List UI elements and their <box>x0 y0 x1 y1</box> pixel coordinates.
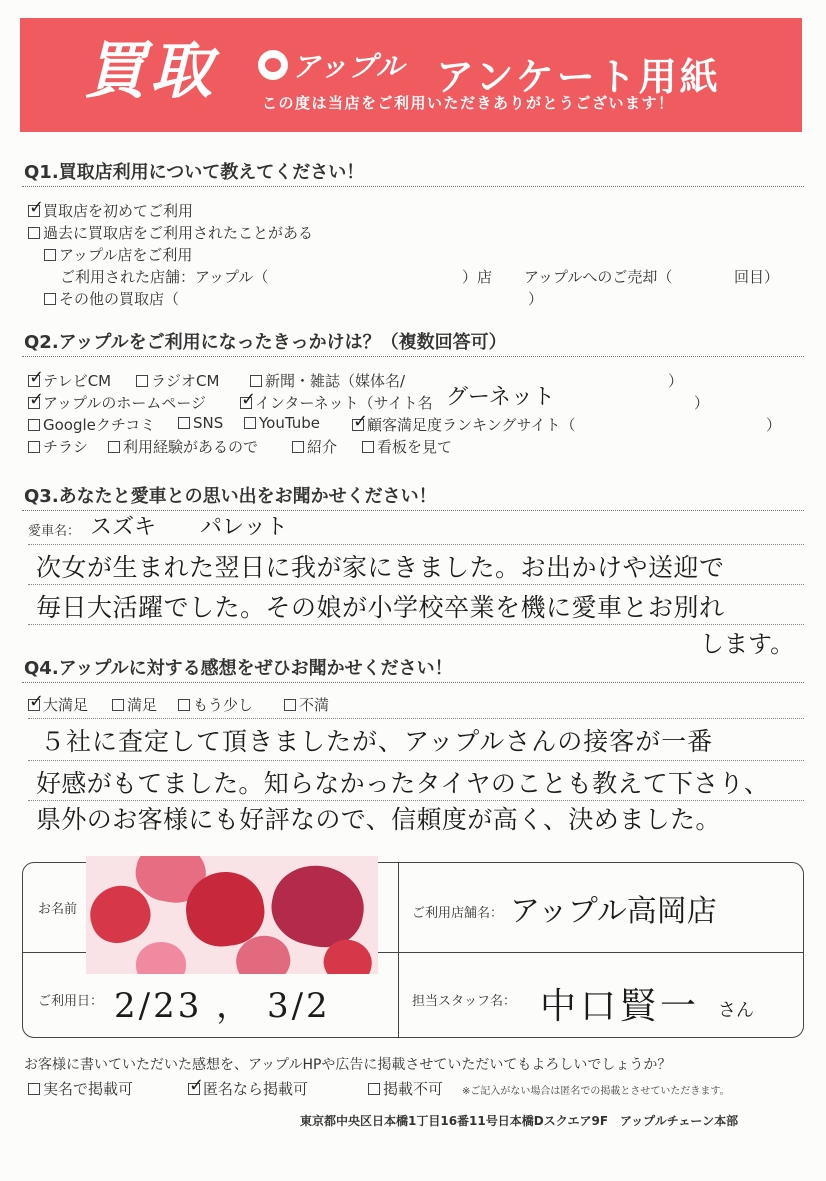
header-band <box>20 18 802 132</box>
consent-question: お客様に書いていただいた感想を、アップルHPや広告に掲載させていただいてもよろしいでしょうか？ <box>24 1057 672 1073</box>
checkbox-icon[interactable] <box>368 1083 380 1095</box>
q2-experience[interactable]: 利用経験があるので <box>108 436 258 457</box>
checkbox-icon[interactable] <box>244 417 256 429</box>
consent-anonymous[interactable]: ✓ 匿名なら掲載可 <box>188 1078 308 1099</box>
divider <box>22 356 804 357</box>
q2-internet[interactable]: ✓ インターネット（サイト名 <box>240 392 433 413</box>
q4-unsatisfied[interactable]: 不満 <box>284 694 329 715</box>
checkbox-checked-icon[interactable] <box>28 375 40 387</box>
q2-flyer[interactable]: チラシ <box>28 436 88 457</box>
date-label: ご利用日： <box>38 994 104 1009</box>
q2-sns[interactable]: SNS <box>178 414 223 432</box>
divider <box>22 682 804 683</box>
checkbox-checked-icon[interactable] <box>352 419 364 431</box>
brand-name: アップル <box>292 50 405 83</box>
consent-note: ※ご記入がない場合は匿名での掲載とさせていただきます。 <box>462 1086 730 1097</box>
checkbox-checked-icon[interactable] <box>28 205 40 217</box>
q2-ranking[interactable]: ✓ 顧客満足度ランキングサイト（ <box>352 414 576 435</box>
q1-store-suffix: ）店 <box>462 268 493 286</box>
q4-very-satisfied[interactable]: ✓大満足 <box>28 694 88 715</box>
checkbox-icon[interactable] <box>178 417 190 429</box>
q2-internet-answer: グーネット <box>446 385 555 410</box>
q1-title: Q1.買取店利用について教えてください！ <box>24 162 365 183</box>
q2-radio[interactable]: ラジオCM <box>136 370 219 391</box>
writing-line <box>28 624 804 625</box>
q1-store-used: ご利用された店舗：アップル（ <box>60 268 269 286</box>
q2-signboard[interactable]: 看板を見て <box>362 436 452 457</box>
q4-almost[interactable]: もう少し <box>178 694 253 715</box>
q2-newspaper[interactable]: 新聞・雑誌（媒体名/ <box>250 370 405 391</box>
heart-icon <box>136 942 186 974</box>
survey-title: アンケート用紙 <box>436 55 721 99</box>
q2-close: ） <box>766 416 782 434</box>
q1-past-use[interactable]: 過去に買取店をご利用されたことがある <box>28 222 313 243</box>
checkbox-icon[interactable] <box>362 441 374 453</box>
checkbox-icon[interactable] <box>284 699 296 711</box>
q2-referral[interactable]: 紹介 <box>292 436 337 457</box>
staff-label: 担当スタッフ名： <box>412 994 517 1009</box>
apple-icon <box>258 50 288 80</box>
staff-suffix: さん <box>718 1000 754 1021</box>
consent-real-name[interactable]: 実名で掲載可 <box>28 1078 133 1099</box>
q3-car-label: 愛車名： <box>28 524 81 539</box>
checkbox-checked-icon[interactable] <box>28 397 40 409</box>
staff-value: 中口賢一 <box>540 986 701 1027</box>
checkbox-icon[interactable] <box>112 699 124 711</box>
store-value: アップル高岡店 <box>510 894 717 929</box>
q4-satisfied[interactable]: 満足 <box>112 694 157 715</box>
checkbox-icon[interactable] <box>28 1083 40 1095</box>
box-divider-vertical <box>398 862 399 1038</box>
q3-memory-line-1: 次女が生まれた翌日に我が家にきました。お出かけや送迎で <box>36 553 725 582</box>
checkbox-icon[interactable] <box>250 375 262 387</box>
checkbox-icon[interactable] <box>292 441 304 453</box>
checkbox-icon[interactable] <box>108 441 120 453</box>
q4-comment-line-3: 県外のお客様にも好評なので、信頼度が高く、決めました。 <box>36 805 721 834</box>
brand-logo <box>258 48 405 82</box>
writing-line <box>28 584 804 585</box>
q1-other[interactable]: その他の買取店（ <box>44 288 179 309</box>
checkbox-checked-icon[interactable] <box>240 397 252 409</box>
q2-tv[interactable]: ✓テレビCM <box>28 370 111 391</box>
footer-address: 東京都中央区日本橋1丁目16番11号日本橋Dスクエア9F アップルチェーン本部 <box>300 1114 739 1128</box>
q3-car-name: スズキ パレット <box>90 515 288 540</box>
q1-other-close: ） <box>528 290 544 308</box>
q1-times-label: アップルへのご売却（ <box>524 268 673 286</box>
q1-apple-used[interactable]: アップル店をご利用 <box>44 244 192 265</box>
q3-title: Q3.あなたと愛車との思い出をお聞かせください！ <box>24 486 437 507</box>
writing-line <box>28 544 804 545</box>
writing-line <box>28 718 804 719</box>
consent-no[interactable]: 掲載不可 <box>368 1078 443 1099</box>
checkbox-icon[interactable] <box>28 441 40 453</box>
checkbox-icon[interactable] <box>136 375 148 387</box>
q4-comment-line-1: ５社に査定して頂きましたが、アップルさんの接客が一番 <box>40 727 714 756</box>
checkbox-icon[interactable] <box>28 419 40 431</box>
divider <box>22 186 804 187</box>
checkbox-icon[interactable] <box>28 227 40 239</box>
writing-line <box>28 760 804 761</box>
q4-title: Q4.アップルに対する感想をぜひお聞かせください！ <box>24 658 453 679</box>
q2-google[interactable]: Googleクチコミ <box>28 414 155 435</box>
q1-first-time[interactable]: ✓買取店を初めてご利用 <box>28 200 193 221</box>
checkbox-checked-icon[interactable] <box>28 699 40 711</box>
privacy-sticker <box>86 856 378 974</box>
q1-times-suffix: 回目） <box>734 268 780 286</box>
q2-close: ） <box>694 394 710 412</box>
thanks-message: この度は当店をご利用いただきありがとうございます！ <box>262 94 675 112</box>
q3-memory-line-2: 毎日大活躍でした。その娘が小学校卒業を機に愛車とお別れ <box>36 593 725 622</box>
q2-youtube[interactable]: YouTube <box>244 414 320 432</box>
q3-memory-line-3: します。 <box>700 630 795 658</box>
name-label: お名前 <box>38 902 78 917</box>
checkbox-icon[interactable] <box>44 293 56 305</box>
checkbox-checked-icon[interactable] <box>188 1083 200 1095</box>
checkbox-icon[interactable] <box>178 699 190 711</box>
q2-homepage[interactable]: ✓アップルのホームページ <box>28 392 206 413</box>
q2-close: ） <box>668 372 684 390</box>
store-label: ご利用店舗名： <box>412 906 504 921</box>
q4-comment-line-2: 好感がもてました。知らなかったタイヤのことも教えて下さり、 <box>36 769 770 798</box>
checkbox-icon[interactable] <box>44 249 56 261</box>
date-value: 2/23 ， 3/2 <box>114 986 331 1026</box>
q2-title: Q2.アップルをご利用になったきっかけは？（複数回答可） <box>24 332 507 353</box>
kaitori-logo: 買取 <box>84 34 217 107</box>
